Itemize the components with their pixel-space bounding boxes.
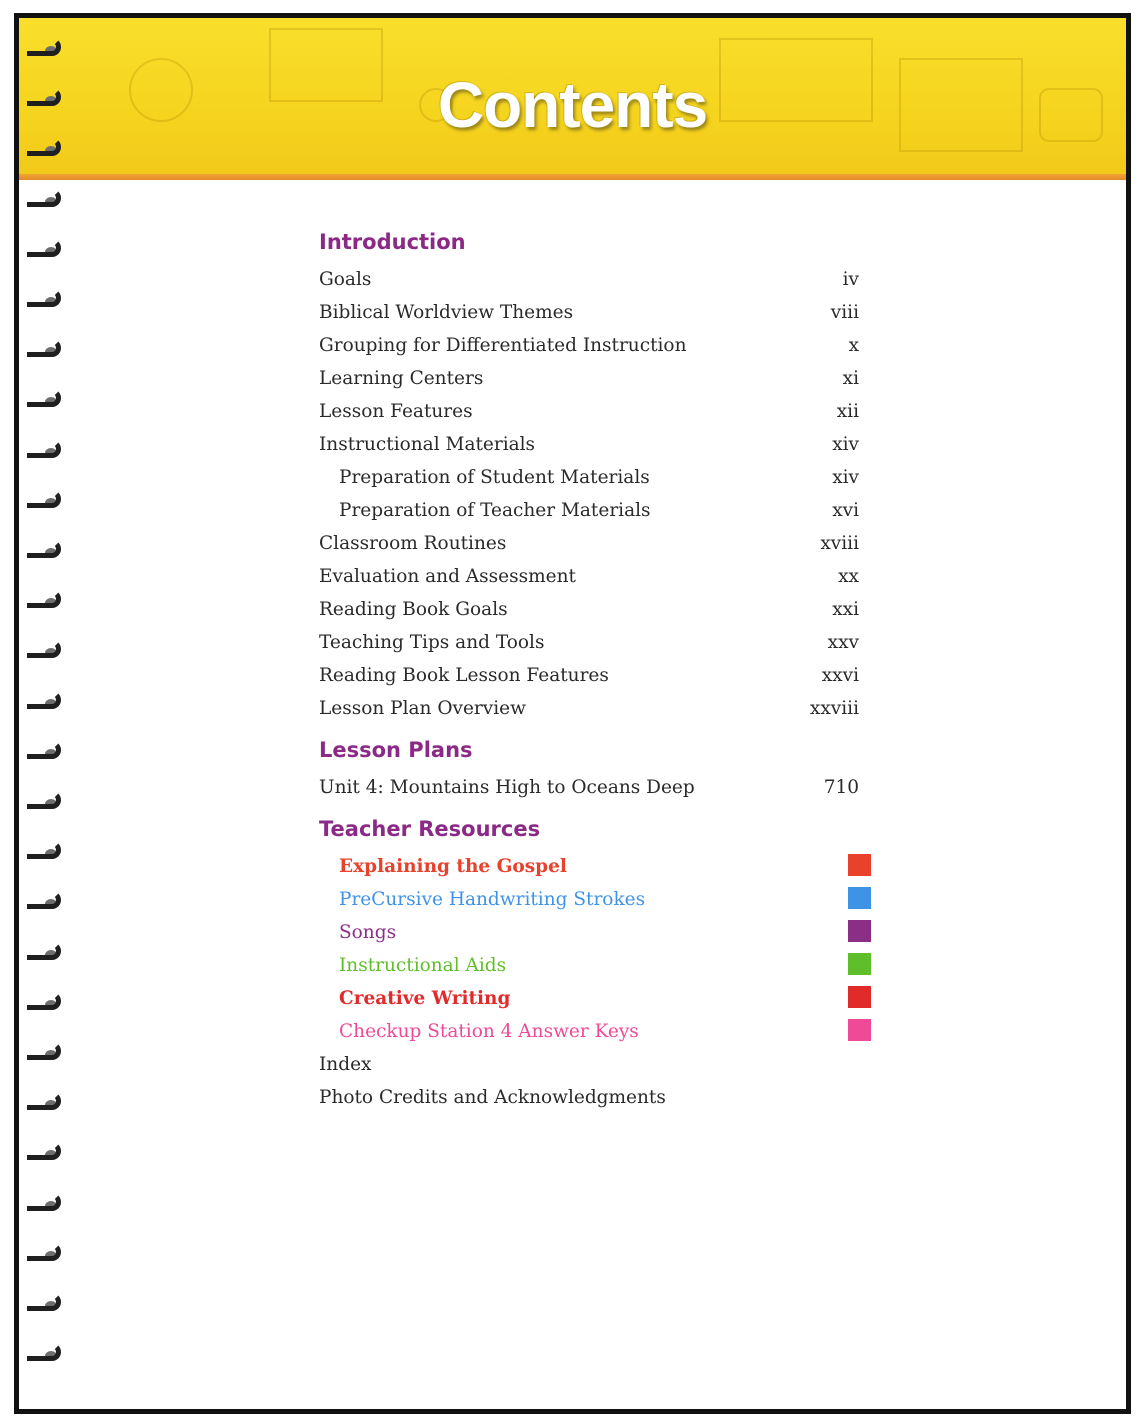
toc-entry-page: iv bbox=[842, 269, 859, 290]
toc-entry-label: Photo Credits and Acknowledgments bbox=[319, 1087, 666, 1108]
toc-entry-learning-centers[interactable] bbox=[319, 362, 859, 395]
toc-entry-teacher-materials[interactable] bbox=[319, 494, 859, 527]
toc-entry-precursive-handwriting[interactable] bbox=[319, 883, 859, 916]
toc-entry-index[interactable] bbox=[319, 1048, 859, 1081]
toc-entry-page: 710 bbox=[823, 777, 859, 798]
toc-entry-goals[interactable] bbox=[319, 263, 859, 296]
toc-entry-page: x bbox=[848, 335, 859, 356]
spiral-coil bbox=[27, 289, 65, 311]
toc-entry-label: Checkup Station 4 Answer Keys bbox=[339, 1021, 639, 1042]
toc-entry-label: Goals bbox=[319, 269, 372, 290]
toc-entry-page: xii bbox=[836, 401, 859, 422]
toc-entry-lesson-features[interactable] bbox=[319, 395, 859, 428]
spiral-coil bbox=[27, 791, 65, 813]
toc-entry-student-materials[interactable] bbox=[319, 461, 859, 494]
toc-entry-explaining-gospel[interactable] bbox=[319, 850, 859, 883]
spiral-coil bbox=[27, 1243, 65, 1265]
toc-entry-teaching-tips[interactable] bbox=[319, 626, 859, 659]
toc-entry-label: Instructional Aids bbox=[339, 955, 507, 976]
toc-entry-label: Preparation of Student Materials bbox=[339, 467, 650, 488]
toc-entry-label: Songs bbox=[339, 922, 397, 943]
toc-entry-page: xxvi bbox=[821, 665, 859, 686]
toc-entry-label: Grouping for Differentiated Instruction bbox=[319, 335, 687, 356]
spiral-coil bbox=[27, 1293, 65, 1315]
toc-entry-label: Learning Centers bbox=[319, 368, 484, 389]
spiral-coil bbox=[27, 640, 65, 662]
toc-entry-label: Evaluation and Assessment bbox=[319, 566, 576, 587]
toc-entry-page: xxi bbox=[832, 599, 859, 620]
spiral-coil bbox=[27, 942, 65, 964]
toc-entry-page: xxv bbox=[827, 632, 859, 653]
toc-entry-label: Unit 4: Mountains High to Oceans Deep bbox=[319, 777, 695, 798]
toc-entry-label: PreCursive Handwriting Strokes bbox=[339, 889, 646, 910]
spiral-coil bbox=[27, 992, 65, 1014]
spiral-coil bbox=[27, 590, 65, 612]
spiral-coil bbox=[27, 841, 65, 863]
toc-entry-creative-writing[interactable] bbox=[319, 982, 859, 1015]
toc-entry-instructional-materials[interactable] bbox=[319, 428, 859, 461]
toc-entry-photo-credits[interactable] bbox=[319, 1081, 859, 1114]
toc-entry-page: viii bbox=[830, 302, 859, 323]
spiral-coil bbox=[27, 1092, 65, 1114]
spiral-coil bbox=[27, 540, 65, 562]
spiral-coil bbox=[27, 1042, 65, 1064]
spiral-coil bbox=[27, 891, 65, 913]
spiral-coil bbox=[27, 1142, 65, 1164]
spiral-coil bbox=[27, 339, 65, 361]
toc-entry-label: Biblical Worldview Themes bbox=[319, 302, 574, 323]
section-heading-introduction: Introduction bbox=[319, 230, 466, 254]
spiral-binding bbox=[19, 38, 79, 1408]
spiral-coil bbox=[27, 490, 65, 512]
spiral-coil bbox=[27, 239, 65, 261]
spiral-coil bbox=[27, 741, 65, 763]
toc-entry-label: Reading Book Lesson Features bbox=[319, 665, 609, 686]
color-tab-swatch bbox=[848, 920, 871, 942]
toc-entry-unit-4[interactable] bbox=[319, 771, 859, 804]
color-tab-swatch bbox=[848, 854, 871, 876]
toc-entry-label: Lesson Plan Overview bbox=[319, 698, 526, 719]
toc-entry-grouping[interactable] bbox=[319, 329, 859, 362]
toc-entry-label: Classroom Routines bbox=[319, 533, 507, 554]
page-header-banner bbox=[19, 18, 1126, 178]
toc-entry-reading-book-goals[interactable] bbox=[319, 593, 859, 626]
spiral-coil bbox=[27, 1193, 65, 1215]
toc-entry-page: xiv bbox=[832, 467, 859, 488]
toc-entry-page: xiv bbox=[832, 434, 859, 455]
toc-entry-label: Creative Writing bbox=[339, 988, 511, 1009]
toc-entry-page: xvi bbox=[832, 500, 859, 521]
toc-entry-instructional-aids[interactable] bbox=[319, 949, 859, 982]
spiral-coil bbox=[27, 440, 65, 462]
toc-entry-reading-book-lesson-features[interactable] bbox=[319, 659, 859, 692]
toc-entry-songs[interactable] bbox=[319, 916, 859, 949]
toc-entry-lesson-plan-overview[interactable] bbox=[319, 692, 859, 725]
table-of-contents bbox=[319, 223, 859, 1114]
top-strip bbox=[0, 0, 1142, 8]
spiral-coil bbox=[27, 88, 65, 110]
toc-entry-label: Preparation of Teacher Materials bbox=[339, 500, 651, 521]
spiral-coil bbox=[27, 1343, 65, 1365]
toc-entry-biblical-worldview-themes[interactable] bbox=[319, 296, 859, 329]
spiral-coil bbox=[27, 189, 65, 211]
page-title: Contents bbox=[437, 69, 708, 141]
toc-entry-page: xx bbox=[838, 566, 859, 587]
spiral-coil bbox=[27, 38, 65, 60]
section-heading-lesson-plans: Lesson Plans bbox=[319, 738, 473, 762]
toc-entry-checkup-station-4[interactable] bbox=[319, 1015, 859, 1048]
toc-entry-page: xviii bbox=[820, 533, 859, 554]
toc-entry-label: Reading Book Goals bbox=[319, 599, 508, 620]
toc-entry-page: xi bbox=[842, 368, 859, 389]
toc-entry-evaluation[interactable] bbox=[319, 560, 859, 593]
spiral-coil bbox=[27, 138, 65, 160]
color-tab-swatch bbox=[848, 887, 871, 909]
color-tab-swatch bbox=[848, 1019, 871, 1041]
header-rule bbox=[19, 174, 1126, 180]
color-tab-swatch bbox=[848, 986, 871, 1008]
color-tab-swatch bbox=[848, 953, 871, 975]
spiral-coil bbox=[27, 691, 65, 713]
toc-entry-label: Index bbox=[319, 1054, 372, 1075]
toc-entry-label: Instructional Materials bbox=[319, 434, 536, 455]
toc-entry-classroom-routines[interactable] bbox=[319, 527, 859, 560]
toc-entry-page: xxviii bbox=[809, 698, 859, 719]
spiral-coil bbox=[27, 389, 65, 411]
toc-entry-label: Explaining the Gospel bbox=[339, 856, 567, 877]
toc-entry-label: Teaching Tips and Tools bbox=[319, 632, 545, 653]
toc-entry-label: Lesson Features bbox=[319, 401, 473, 422]
contents-page bbox=[14, 13, 1131, 1414]
section-heading-teacher-resources: Teacher Resources bbox=[319, 817, 541, 841]
